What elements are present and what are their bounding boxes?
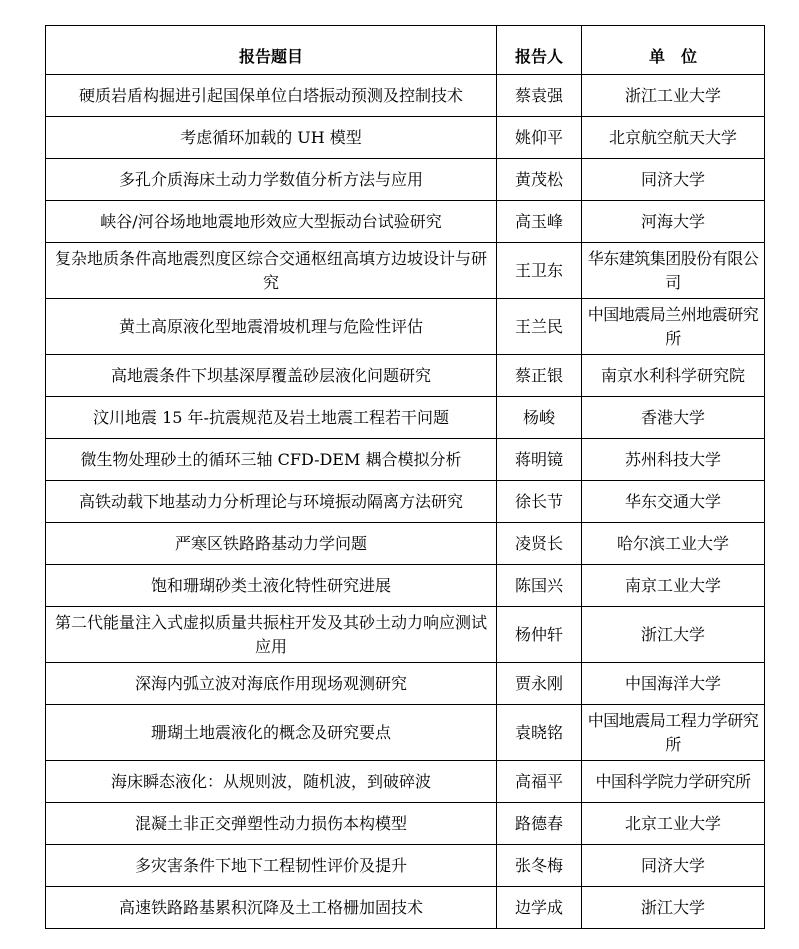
header-unit: 单 位 [582, 26, 765, 75]
report-title: 高地震条件下坝基深厚覆盖砂层液化问题研究 [46, 355, 497, 397]
speaker-unit: 浙江大学 [582, 607, 765, 663]
speaker-name: 贾永刚 [497, 663, 582, 705]
report-title: 第二代能量注入式虚拟质量共振柱开发及其砂土动力响应测试应用 [46, 607, 497, 663]
header-row [46, 26, 765, 75]
table-row [46, 607, 765, 663]
speaker-name: 路德春 [497, 803, 582, 845]
speaker-unit: 香港大学 [582, 397, 765, 439]
table-row [46, 243, 765, 299]
table-row [46, 355, 765, 397]
speaker-unit: 南京水利科学研究院 [582, 355, 765, 397]
speaker-unit: 中国地震局兰州地震研究所 [582, 299, 765, 355]
speaker-name: 杨峻 [497, 397, 582, 439]
speaker-name: 凌贤长 [497, 523, 582, 565]
speaker-unit: 浙江工业大学 [582, 75, 765, 117]
speaker-unit: 中国海洋大学 [582, 663, 765, 705]
report-title: 混凝土非正交弹塑性动力损伤本构模型 [46, 803, 497, 845]
table-row [46, 761, 765, 803]
report-title: 高速铁路路基累积沉降及土工格栅加固技术 [46, 887, 497, 929]
table-row [46, 523, 765, 565]
speaker-unit: 浙江大学 [582, 887, 765, 929]
table-row [46, 299, 765, 355]
report-title: 深海内弧立波对海底作用现场观测研究 [46, 663, 497, 705]
report-title: 汶川地震 15 年-抗震规范及岩土地震工程若干问题 [46, 397, 497, 439]
speaker-unit: 苏州科技大学 [582, 439, 765, 481]
speaker-unit: 同济大学 [582, 845, 765, 887]
report-title: 微生物处理砂土的循环三轴 CFD-DEM 耦合模拟分析 [46, 439, 497, 481]
table-row [46, 705, 765, 761]
table-row [46, 481, 765, 523]
speaker-name: 蔡正银 [497, 355, 582, 397]
speaker-unit: 华东交通大学 [582, 481, 765, 523]
speaker-name: 蔡袁强 [497, 75, 582, 117]
header-speaker: 报告人 [497, 26, 582, 75]
speaker-name: 袁晓铭 [497, 705, 582, 761]
speaker-name: 蒋明镜 [497, 439, 582, 481]
speaker-unit: 南京工业大学 [582, 565, 765, 607]
table-row [46, 887, 765, 929]
table-row [46, 565, 765, 607]
speaker-unit: 哈尔滨工业大学 [582, 523, 765, 565]
table-row [46, 159, 765, 201]
speaker-name: 陈国兴 [497, 565, 582, 607]
report-title: 峡谷/河谷场地地震地形效应大型振动台试验研究 [46, 201, 497, 243]
report-title: 复杂地质条件高地震烈度区综合交通枢纽高填方边坡设计与研究 [46, 243, 497, 299]
speaker-unit: 河海大学 [582, 201, 765, 243]
speaker-name: 张冬梅 [497, 845, 582, 887]
speaker-unit: 北京航空航天大学 [582, 117, 765, 159]
report-title: 珊瑚土地震液化的概念及研究要点 [46, 705, 497, 761]
speaker-name: 王兰民 [497, 299, 582, 355]
report-title: 多孔介质海床土动力学数值分析方法与应用 [46, 159, 497, 201]
report-title: 多灾害条件下地下工程韧性评价及提升 [46, 845, 497, 887]
speaker-name: 高福平 [497, 761, 582, 803]
header-title: 报告题目 [46, 26, 497, 75]
speaker-name: 高玉峰 [497, 201, 582, 243]
speaker-unit: 北京工业大学 [582, 803, 765, 845]
speaker-unit: 中国科学院力学研究所 [582, 761, 765, 803]
speaker-name: 边学成 [497, 887, 582, 929]
speaker-name: 黄茂松 [497, 159, 582, 201]
report-schedule-table [45, 25, 765, 929]
speaker-name: 姚仰平 [497, 117, 582, 159]
speaker-unit: 同济大学 [582, 159, 765, 201]
table-row [46, 845, 765, 887]
speaker-unit: 中国地震局工程力学研究所 [582, 705, 765, 761]
report-title: 硬质岩盾构掘进引起国保单位白塔振动预测及控制技术 [46, 75, 497, 117]
table-row [46, 803, 765, 845]
report-title: 高铁动载下地基动力分析理论与环境振动隔离方法研究 [46, 481, 497, 523]
table-row [46, 663, 765, 705]
table-row [46, 201, 765, 243]
report-title: 严寒区铁路路基动力学问题 [46, 523, 497, 565]
speaker-name: 王卫东 [497, 243, 582, 299]
report-title: 黄土高原液化型地震滑坡机理与危险性评估 [46, 299, 497, 355]
table-row [46, 439, 765, 481]
report-title: 海床瞬态液化：从规则波，随机波，到破碎波 [46, 761, 497, 803]
report-title: 饱和珊瑚砂类土液化特性研究进展 [46, 565, 497, 607]
table-row [46, 397, 765, 439]
speaker-unit: 华东建筑集团股份有限公司 [582, 243, 765, 299]
speaker-name: 杨仲轩 [497, 607, 582, 663]
speaker-name: 徐长节 [497, 481, 582, 523]
table-row [46, 75, 765, 117]
table-row [46, 117, 765, 159]
report-title: 考虑循环加载的 UH 模型 [46, 117, 497, 159]
